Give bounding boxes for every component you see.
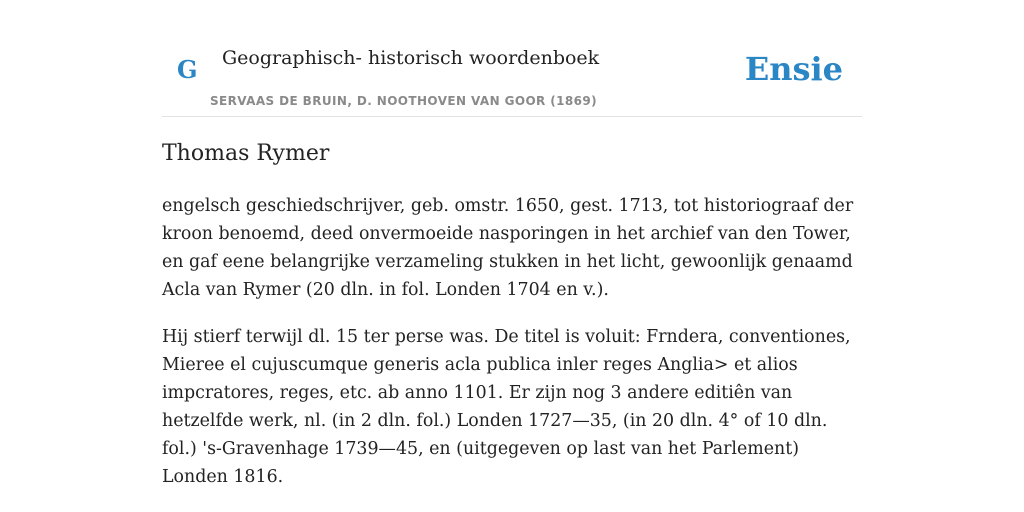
entry-title: Thomas Rymer (162, 141, 330, 166)
book-logo[interactable]: G (177, 55, 198, 84)
book-title[interactable]: Geographisch- historisch woordenboek (222, 47, 600, 69)
book-authors: SERVAAS DE BRUIN, D. NOOTHOVEN VAN GOOR (1869) (210, 94, 598, 108)
brand-logo[interactable]: Ensie (744, 50, 843, 88)
header (162, 0, 862, 117)
entry-paragraph: Hij stierf terwijl dl. 15 ter perse was. De titel is voluit: Frndera, conventiones, Mieree el cujuscumque generis acla publica inler reges Anglia> et alios impcratores, reges, etc. ab anno 1101. Er zijn nog 3 andere editiên van hetzelfde werk, nl. (in 2 dln. fol.) Londen 1727—35, (in 20 dln. 4° of 10 dln. fol.) 's-Gravenhage 1739—45, en (uitgegeven op last van het Parlement) Londen 1816. (162, 327, 851, 487)
entry-paragraph: engelsch geschiedschrijver, geb. omstr. 1650, gest. 1713, tot historiograaf der kroon benoemd, deed onvermoeide nasporingen in het archief van den Tower, en gaf eene belangrijke verzameling stukken in het licht, gewoonlijk genaamd Acla van Rymer (20 dln. in fol. Londen 1704 en v.). (162, 196, 854, 300)
entry-content (162, 138, 862, 491)
